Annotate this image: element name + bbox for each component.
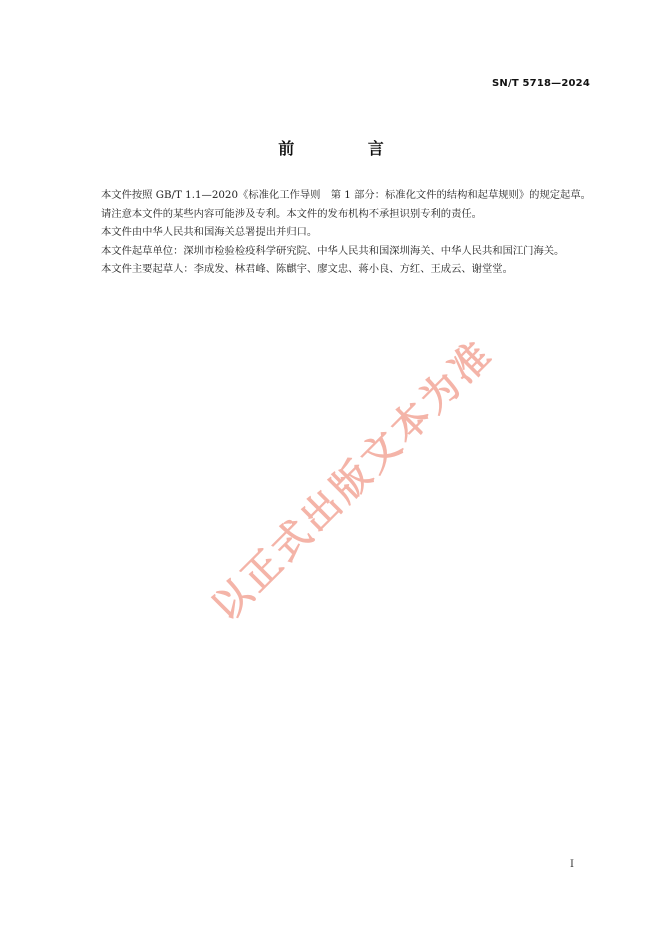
paragraph-proposer: 本文件由中华人民共和国海关总署提出并归口。 (101, 226, 318, 238)
page-title: 前 言 (278, 139, 418, 158)
paragraph-drafters: 本文件主要起草人：李成发、林君峰、陈麒宇、廖文忠、蒋小良、方红、王成云、谢堂堂。 (101, 263, 513, 275)
paragraph-drafting-units: 本文件起草单位：深圳市检验检疫科学研究院、中华人民共和国深圳海关、中华人民共和国江门海关。 (101, 244, 565, 257)
foreword-body (79, 186, 595, 279)
page-number: I (570, 859, 574, 870)
paragraph-drafting-rules: 本文件按照 GB/T 1.1—2020《标准化工作导则 第 1 部分：标准化文件的结构和起草规则》的规定起草。 (101, 189, 591, 201)
watermark-stamp: 以正式出版文本为准 (203, 330, 502, 630)
paragraph-patent-notice: 请注意本文件的某些内容可能涉及专利。本文件的发布机构不承担识别专利的责任。 (101, 207, 482, 220)
standard-code: SN/T 5718—2024 (492, 78, 590, 89)
